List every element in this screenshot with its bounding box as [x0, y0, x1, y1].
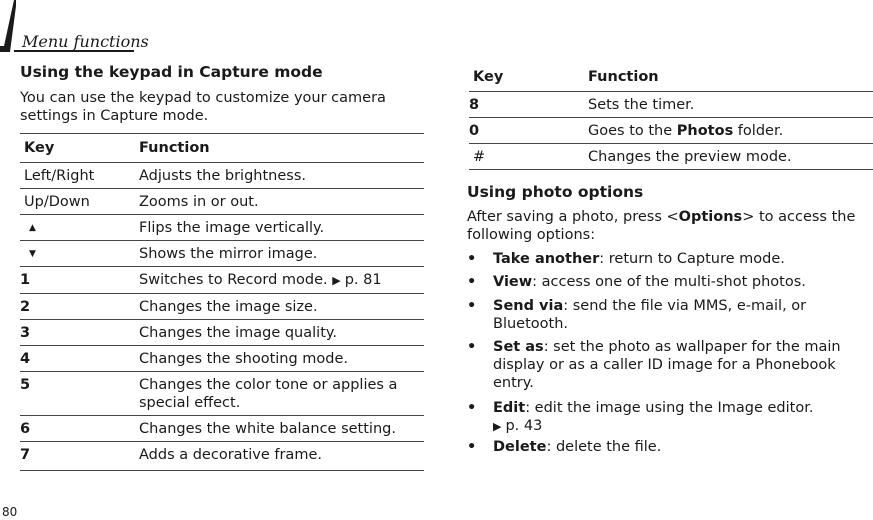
function-cell: Changes the image quality. — [139, 320, 424, 346]
function-cell: Zooms in or out. — [139, 189, 424, 215]
table-row — [20, 241, 424, 267]
key-cell: Left/Right — [20, 163, 139, 189]
table-row — [469, 92, 873, 118]
option-label: Set as — [493, 339, 544, 355]
function-cell: Adjusts the brightness. — [139, 163, 424, 189]
function-cell: Goes to the Photos folder. — [588, 118, 873, 144]
key-cell: Up/Down — [20, 189, 139, 215]
key-cell: 8 — [469, 92, 588, 118]
table-row — [469, 118, 873, 144]
bullet-icon: • — [467, 251, 477, 267]
page-reference-arrow-icon: ▶ — [332, 274, 341, 287]
table-row — [20, 416, 424, 442]
option-label: Take another — [493, 251, 600, 267]
function-cell: Adds a decorative frame. — [139, 442, 424, 471]
photo-options-heading: Using photo options — [467, 183, 644, 201]
bullet-icon: • — [467, 439, 477, 455]
function-cell: Shows the mirror image. — [139, 241, 424, 267]
function-cell: Changes the color tone or applies a special effect. — [139, 372, 424, 416]
column-header-key: Key — [469, 63, 588, 92]
key-cell: 2 — [20, 294, 139, 320]
keypad-heading: Using the keypad in Capture mode — [20, 63, 323, 81]
function-cell: Changes the shooting mode. — [139, 346, 424, 372]
option-label: View — [493, 274, 533, 290]
bullet-icon: • — [467, 400, 477, 416]
bullet-icon: • — [467, 298, 477, 314]
function-cell: Changes the white balance setting. — [139, 416, 424, 442]
option-label: Delete — [493, 439, 547, 455]
table-row — [20, 215, 424, 241]
option-label: Edit — [493, 400, 526, 416]
function-cell: Flips the image vertically. — [139, 215, 424, 241]
key-cell: 3 — [20, 320, 139, 346]
table-row — [20, 442, 424, 471]
page-reference: p. 81 — [344, 272, 382, 288]
option-label: Send via — [493, 298, 564, 314]
function-cell: Changes the preview mode. — [588, 144, 873, 170]
page-reference: p. 43 — [505, 418, 543, 434]
table-row — [20, 294, 424, 320]
table-row — [469, 144, 873, 170]
table-row — [20, 372, 424, 416]
header-tab-decoration — [0, 0, 16, 52]
keypad-table — [20, 133, 424, 471]
function-cell: Switches to Record mode. ▶ p. 81 — [139, 267, 424, 294]
up-triangle-icon: ▲ — [29, 223, 36, 233]
bullet-icon: • — [467, 339, 477, 355]
page-number: 80 — [2, 505, 18, 519]
key-cell — [20, 215, 139, 241]
column-header-function: Function — [139, 134, 424, 163]
table-row — [20, 267, 424, 294]
key-cell: # — [469, 144, 588, 170]
column-header-function: Function — [588, 63, 873, 92]
section-title: Menu functions — [22, 32, 149, 51]
key-cell: 0 — [469, 118, 588, 144]
keypad-table-continued — [469, 63, 873, 170]
bullet-icon: • — [467, 274, 477, 290]
function-cell: Changes the image size. — [139, 294, 424, 320]
page-reference-arrow-icon: ▶ — [493, 420, 502, 433]
key-cell: 4 — [20, 346, 139, 372]
table-row — [20, 346, 424, 372]
table-row — [20, 320, 424, 346]
key-cell: 5 — [20, 372, 139, 416]
key-cell — [20, 241, 139, 267]
column-header-key: Key — [20, 134, 139, 163]
down-triangle-icon: ▼ — [29, 249, 36, 259]
table-row — [20, 163, 424, 189]
keypad-intro: You can use the keypad to customize your camera settings in Capture mode. — [20, 90, 386, 124]
key-cell: 1 — [20, 267, 139, 294]
manual-page: Menu functions Using the keypad in Capture mode You can use the keypad to customize your camera settings in Capture mode. Key Function Left/Right Adjusts the brightness. Up/Down Zooms in or out. ▲ Flips the image vertically. ▼ Shows the mirror image. 1 Switches to Record mode. ▶ p. 81 2 Changes the image size. 3 Changes the image quality. 4 Changes the shooting mode. 5 Changes the color tone or applies a special effect. 6 Changes the white balance setting. 7 Adds a decorative frame. Key Function 8 Sets the timer. 0 Goes to the Photos folder. # Changes the preview mode. Using photo options After saving a photo, press <Options> to access the following options: • Take another: return to Capture mode. • View: access one of the multi-shot photos. • Send via: send the file via MMS, e-mail, or Bluetooth. • Set as: set the photo as wallpaper for the main display or as a caller ID image for a Phonebook entry. • Edit: edit the image using the Image editor. ▶ p. 43 • Delete: delete the file. 80 — [0, 0, 873, 520]
function-cell: Sets the timer. — [588, 92, 873, 118]
key-cell: 6 — [20, 416, 139, 442]
photo-options-intro: After saving a photo, press <Options> to access the following options: — [467, 209, 856, 243]
key-cell: 7 — [20, 442, 139, 471]
table-row — [20, 189, 424, 215]
